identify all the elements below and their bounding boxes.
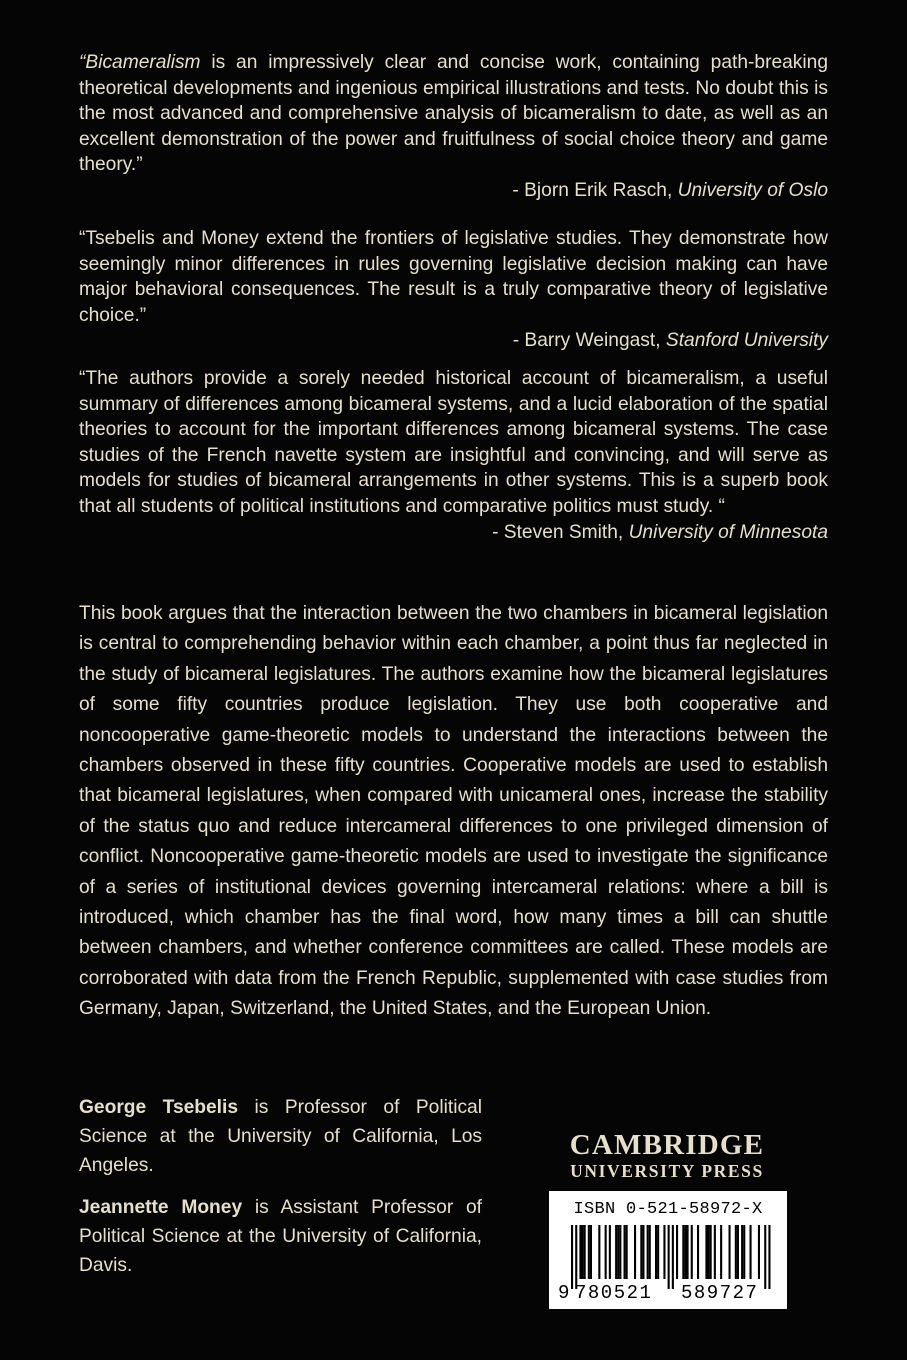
barcode-bar: [579, 1225, 581, 1279]
barcode-bar: [655, 1225, 657, 1279]
barcode-guard-bar: [668, 1225, 670, 1289]
barcode-bar: [691, 1225, 693, 1279]
ean-right-group: 589727: [681, 1282, 759, 1304]
author-bio-text: is Assistant Professor of Political Science at the University of California, Davis.: [79, 1197, 482, 1276]
barcode-bar: [663, 1225, 665, 1279]
barcode-guard-bar: [768, 1225, 770, 1289]
barcode-bar: [605, 1225, 607, 1279]
barcode-bar: [758, 1225, 760, 1279]
barcode-bar: [682, 1225, 684, 1279]
barcode-bar: [657, 1225, 659, 1279]
quote-book-title: “Bicameralism: [79, 52, 201, 73]
barcode-guard-bar: [575, 1225, 577, 1289]
barcode-bar: [640, 1225, 642, 1279]
barcode-bar: [676, 1225, 678, 1279]
barcode-bar: [624, 1225, 626, 1279]
quote-affiliation: University of Minnesota: [628, 521, 828, 543]
quote-attribution: [79, 178, 828, 204]
author-bio-text: is Professor of Political Science at the University of California, Los Angeles.: [79, 1097, 482, 1176]
quote-text: “Bicameralism is an impressively clear and concise work, containing path-breaking theoretical developments and ingenious empirical illustrations and tests. No doubt this is the most advanced and comprehensive analysis of bicameralism to date, as well as an excellent demonstration of the power and fruitfulness of social choice theory and game theory.”: [79, 52, 828, 176]
barcode-bar: [642, 1225, 644, 1279]
barcode-bar: [697, 1225, 699, 1279]
barcode-bar: [710, 1225, 712, 1279]
barcode-bar: [708, 1225, 710, 1279]
book-description: This book argues that the interaction between the two chambers in bicameral legislation is central to comprehending behavior within each chamber, a point thus far neglected in the study of bicameral legislatures. The authors examine how the bicameral legislatures of some fifty countries produce legislation. They use both cooperative and noncooperative game-theoretic models to understand the interactions between the chambers observed in these fifty countries. Cooperative models are used to establish that bicameral legislatures, when compared with unicameral ones, increase the stability of the status quo and reduce intercameral differences to one privileged dimension of conflict. Noncooperative game-theoretic models are used to investigate the significance of a series of institutional devices governing intercameral relations: where a bill is introduced, which chamber has the final word, how many times a bill can shuttle between chambers, and whether conference committees are called. These models are corroborated with data from the French Republic, supplemented with case studies from Germany, Japan, Switzerland, the United States, and the European Union.: [79, 603, 828, 1020]
isbn-label: ISBN 0-521-58972-X: [573, 1200, 763, 1219]
barcode-bar: [737, 1225, 739, 1279]
quote-author: - Steven Smith,: [492, 521, 629, 543]
quote-text: “Tsebelis and Money extend the frontiers of legislative studies. They demonstrate how seemingly minor differences in rules governing legislative decision making can have major behavioral consequences. The result is a truly comparative theory of legislative choice.”: [79, 228, 828, 326]
review-quote-3: [79, 366, 828, 545]
barcode-bar: [626, 1225, 628, 1279]
barcode-bar: [647, 1225, 649, 1279]
barcode-bar: [714, 1225, 716, 1279]
author-name: Jeannette Money: [79, 1197, 243, 1218]
ean-first-digit: 9: [558, 1282, 570, 1304]
quote-attribution: [79, 520, 828, 546]
barcode-bar: [634, 1225, 636, 1279]
barcode-bar: [615, 1225, 617, 1279]
publisher-name: CAMBRIDGE: [569, 1129, 765, 1161]
quote-affiliation: Stanford University: [665, 330, 828, 352]
barcode-bar: [590, 1225, 592, 1279]
author-bio-money: [79, 1193, 482, 1280]
barcode-bar: [609, 1225, 611, 1279]
author-bio-tsebelis: [79, 1093, 482, 1180]
barcode-bar: [743, 1225, 745, 1279]
barcode-bar: [741, 1225, 743, 1279]
review-quote-1: [79, 50, 828, 204]
barcode-bar: [582, 1225, 584, 1279]
quote-affiliation: University of Oslo: [677, 179, 828, 201]
barcode-bar: [705, 1225, 707, 1279]
barcode-bar: [684, 1225, 686, 1279]
isbn-barcode: [549, 1191, 787, 1309]
barcode-bar: [584, 1225, 586, 1279]
barcode-guard-bar: [764, 1225, 766, 1289]
barcode-bar: [729, 1225, 731, 1279]
quote-attribution: [79, 328, 828, 354]
barcode-guard-bar: [672, 1225, 674, 1289]
barcode-bar: [735, 1225, 737, 1279]
barcode-bar: [619, 1225, 621, 1279]
barcode-guard-bar: [571, 1225, 573, 1289]
barcode-bar: [649, 1225, 651, 1279]
ean-left-group: 780521: [575, 1282, 653, 1304]
barcode-bar: [687, 1225, 689, 1279]
quote-text: “The authors provide a sorely needed historical account of bicameralism, a useful summary of differences among bicameral systems, and a lucid elaboration of the spatial theories to account for the important differences among bicameral systems. The case studies of the French navette system are insightful and convincing, and will serve as models for studies of bicameral arrangements in other systems. This is a superb book that all students of political institutions and comparative politics must study. “: [79, 368, 828, 517]
barcode-bar: [617, 1225, 619, 1279]
review-quote-2: [79, 226, 828, 354]
author-name: George Tsebelis: [79, 1097, 239, 1118]
publisher-subtitle: UNIVERSITY PRESS: [570, 1161, 764, 1181]
publisher-logo: [549, 1130, 785, 1181]
quote-author: - Barry Weingast,: [512, 330, 666, 352]
barcode-bar: [598, 1225, 600, 1279]
barcode-bar: [720, 1225, 722, 1279]
barcode-bar: [750, 1225, 752, 1279]
quote-author: - Bjorn Erik Rasch,: [512, 179, 678, 201]
barcode-bar: [588, 1225, 590, 1279]
